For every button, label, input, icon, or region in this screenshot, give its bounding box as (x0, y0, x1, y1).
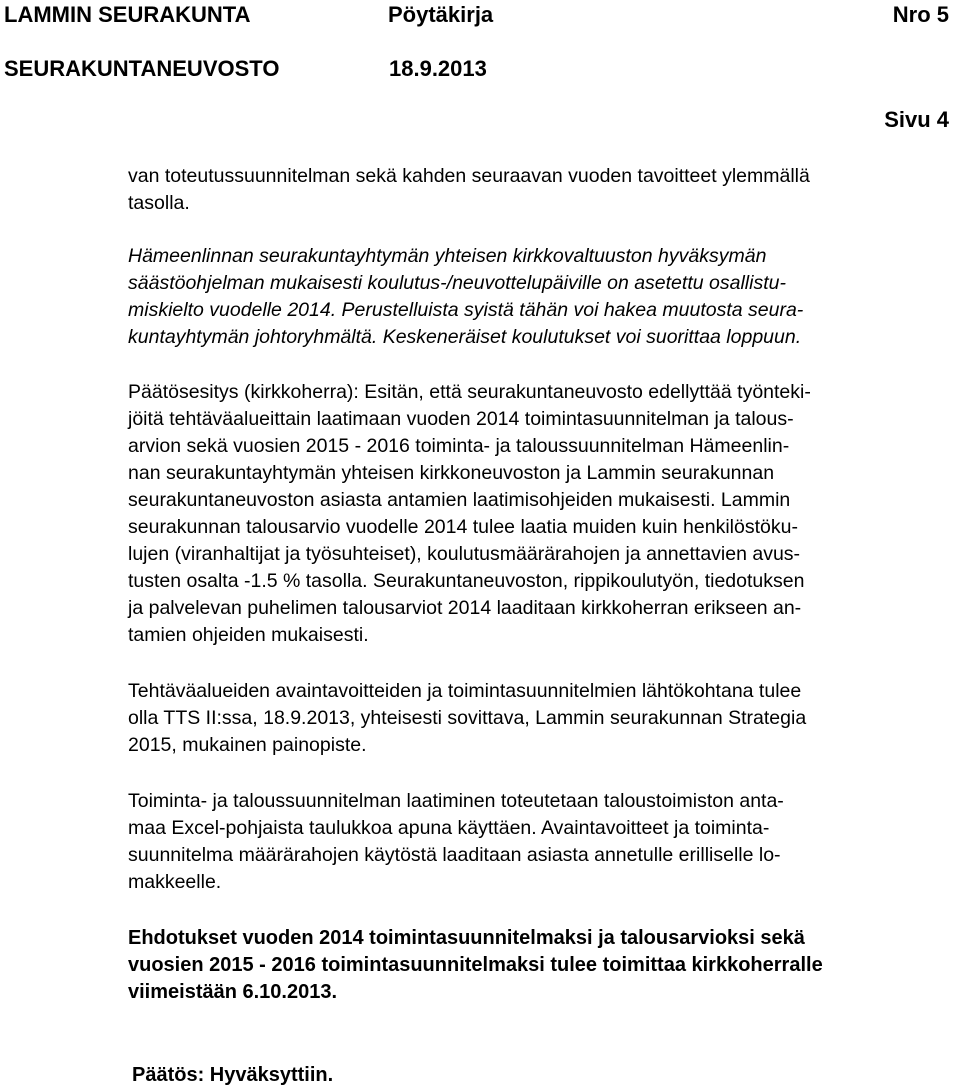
paragraph-3-line-9: ja palvelevan puhelimen talousarviot 2014 laaditaan kirkkoherran erikseen an- (128, 597, 802, 619)
paragraph-6-line-1: Ehdotukset vuoden 2014 toimintasuunnitelmaksi ja talousarvioksi sekä (128, 927, 805, 949)
paragraph-3-line-1: Päätösesitys (kirkkoherra): Esitän, että seurakuntaneuvosto edellyttää työnteki- (128, 381, 811, 403)
paragraph-2-line-1: Hämeenlinnan seurakuntayhtymän yhteisen kirkkovaltuuston hyväksymän (128, 245, 767, 267)
paragraph-3-line-4: nan seurakuntayhtymän yhteisen kirkkoneuvoston ja Lammin seurakunnan (128, 462, 775, 484)
page-number: Sivu 4 (884, 107, 949, 132)
header-organization: LAMMIN SEURAKUNTA (4, 2, 251, 27)
paragraph-5-line-4: makkeelle. (128, 871, 222, 893)
paragraph-2-line-4: kuntayhtymän johtoryhmältä. Keskeneräiset koulutukset voi suorittaa loppuun. (128, 326, 802, 348)
header-number: Nro 5 (892, 2, 949, 27)
paragraph-3-line-6: seurakunnan talousarvio vuodelle 2014 tulee laatia muiden kuin henkilöstöku- (128, 516, 798, 538)
paragraph-6-line-2: vuosien 2015 - 2016 toimintasuunnitelmaksi tulee toimittaa kirkkoherralle (128, 954, 823, 976)
paragraph-5-line-2: maa Excel-pohjaista taulukkoa apuna käyttäen. Avaintavoitteet ja toiminta- (128, 817, 770, 839)
paragraph-1-line-1: van toteutussuunnitelman sekä kahden seuraavan vuoden tavoitteet ylemmällä (128, 165, 810, 187)
paragraph-6-line-3: viimeistään 6.10.2013. (128, 981, 338, 1003)
paragraph-3-line-10: tamien ohjeiden mukaisesti. (128, 624, 369, 646)
paragraph-5-line-1: Toiminta- ja taloussuunnitelman laatiminen toteutetaan taloustoimiston anta- (128, 790, 784, 812)
paragraph-2-line-2: säästöohjelman mukaisesti koulutus-/neuvottelupäiville on asetettu osallistu- (128, 272, 786, 294)
paragraph-2-line-3: miskielto vuodelle 2014. Perustelluista syistä tähän voi hakea muutosta seura- (128, 299, 804, 321)
header-body: SEURAKUNTANEUVOSTO (4, 56, 280, 81)
paragraph-3-line-8: tusten osalta -1.5 % tasolla. Seurakuntaneuvoston, rippikoulutyön, tiedotuksen (128, 570, 805, 592)
paragraph-5-line-3: suunnitelma määrärahojen käytöstä laaditaan asiasta annetulle erilliselle lo- (128, 844, 781, 866)
decision-statement: Päätös: Hyväksyttiin. (132, 1064, 334, 1086)
paragraph-1-line-2: tasolla. (128, 192, 190, 214)
header-date: 18.9.2013 (389, 56, 487, 81)
paragraph-4-line-1: Tehtäväalueiden avaintavoitteiden ja toimintasuunnitelmien lähtökohtana tulee (128, 680, 802, 702)
paragraph-3-line-7: lujen (viranhaltijat ja työsuhteiset), koulutusmäärärahojen ja annettavien avus- (128, 543, 801, 565)
paragraph-3-line-2: jöitä tehtäväalueittain laatimaan vuoden 2014 toimintasuunnitelman ja talous- (128, 408, 794, 430)
header-document-type: Pöytäkirja (388, 2, 494, 27)
paragraph-3-line-3: arvion sekä vuosien 2015 - 2016 toiminta- ja taloussuunnitelman Hämeenlin- (128, 435, 790, 457)
paragraph-4-line-2: olla TTS II:ssa, 18.9.2013, yhteisesti sovittava, Lammin seurakunnan Strategia (128, 707, 807, 729)
paragraph-3-line-5: seurakuntaneuvoston asiasta antamien laatimisohjeiden mukaisesti. Lammin (128, 489, 791, 511)
paragraph-4-line-3: 2015, mukainen painopiste. (128, 734, 367, 756)
